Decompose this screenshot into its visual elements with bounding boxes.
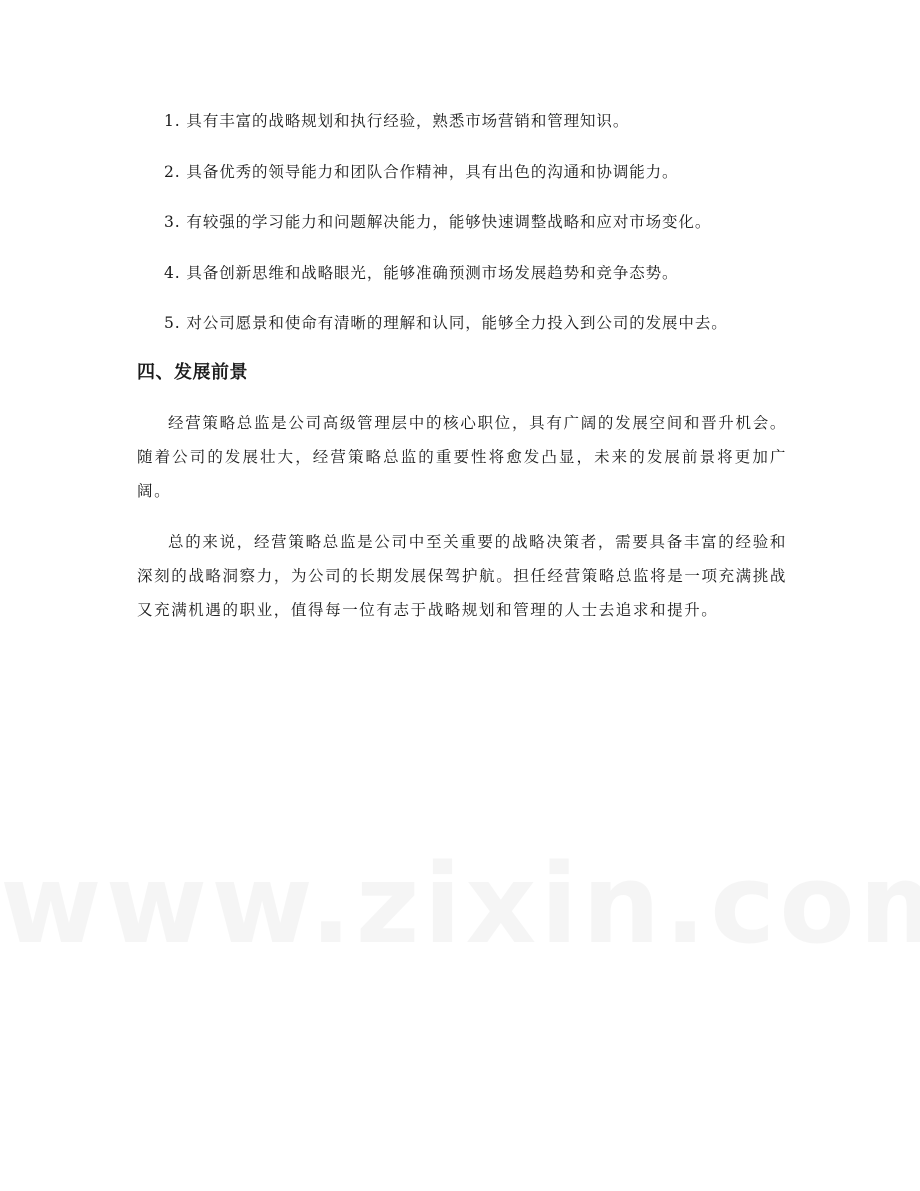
- requirement-item-1: 1. 具有丰富的战略规划和执行经验，熟悉市场营销和管理知识。: [164, 112, 630, 130]
- requirement-item-3: 3. 有较强的学习能力和问题解决能力，能够快速调整战略和应对市场变化。: [164, 213, 712, 231]
- watermark: [0, 840, 920, 968]
- requirement-item-5: 5. 对公司愿景和使命有清晰的理解和认同，能够全力投入到公司的发展中去。: [164, 314, 728, 332]
- requirements-list: [137, 104, 787, 340]
- section-heading-prospects: 四、发展前景: [137, 361, 248, 383]
- summary-paragraph: 总的来说，经营策略总监是公司中至关重要的战略决策者，需要具备丰富的经验和深刻的战略洞察力，为公司的长期发展保驾护航。担任经营策略总监将是一项充满挑战又充满机遇的职业，值得每一位有志于战略规划和管理的人士去追求和提升。: [137, 532, 787, 619]
- document-content: [137, 104, 787, 644]
- requirement-item-4: 4. 具备创新思维和战略眼光，能够准确预测市场发展趋势和竞争态势。: [164, 263, 679, 282]
- prospects-paragraph: 经营策略总监是公司高级管理层中的核心职位，具有广阔的发展空间和晋升机会。随着公司的发展壮大，经营策略总监的重要性将愈发凸显，未来的发展前景将更加广阔。: [137, 413, 787, 500]
- requirement-item-2: 2. 具备优秀的领导能力和团队合作精神，具有出色的沟通和协调能力。: [164, 162, 679, 181]
